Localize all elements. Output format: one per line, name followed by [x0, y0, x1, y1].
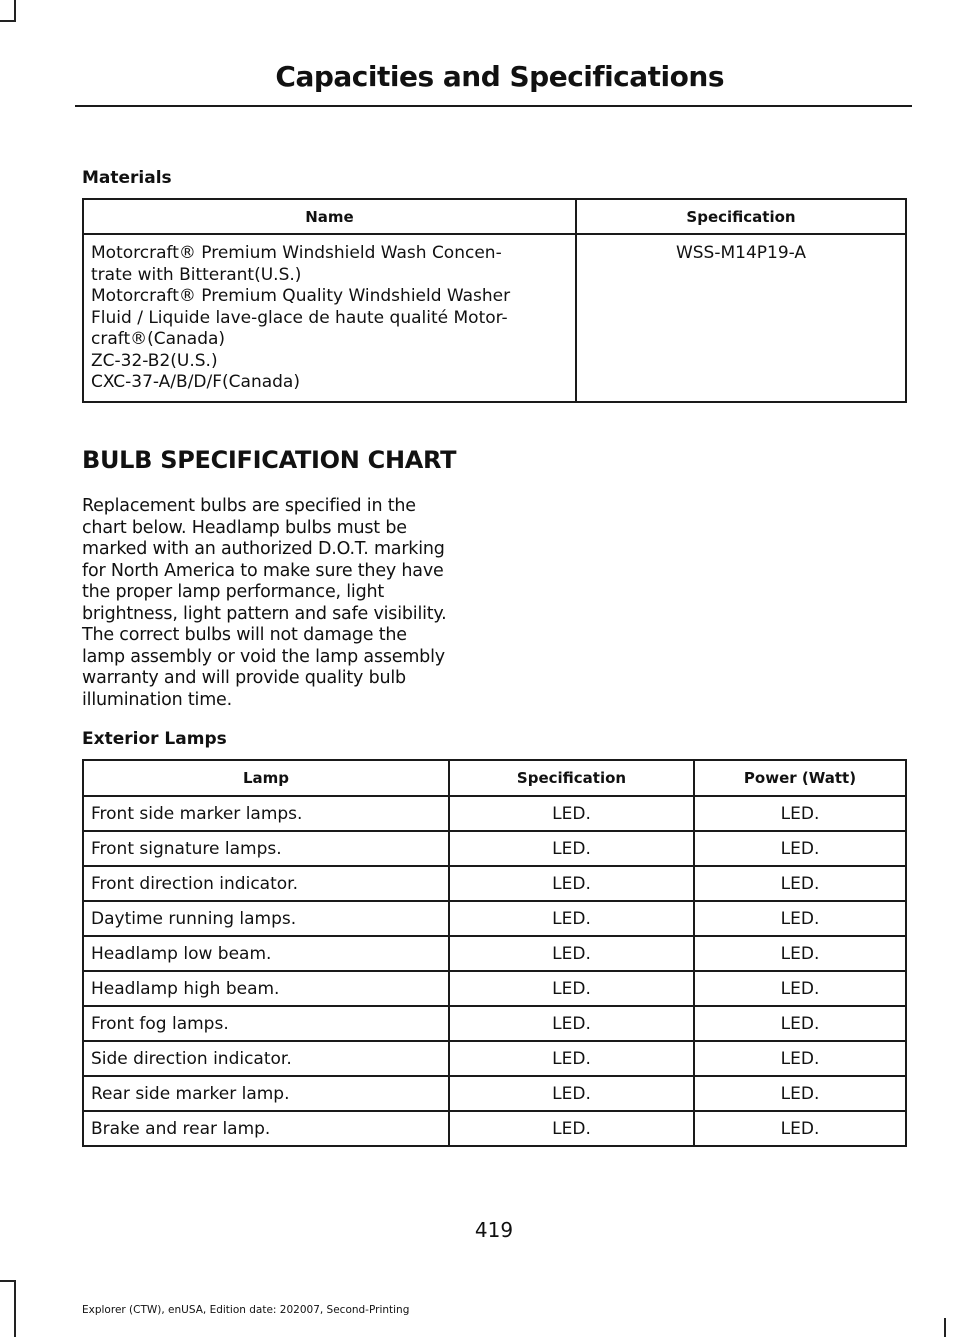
paragraph-line: lamp assembly or void the lamp assembly: [82, 646, 445, 667]
lamp-name-cell: Front direction indicator.: [83, 866, 449, 901]
material-spec-cell: WSS-M14P19-A: [576, 234, 906, 402]
crop-mark: [14, 0, 16, 22]
lamp-power-cell: LED.: [694, 1041, 906, 1076]
column-header-name: Name: [83, 199, 576, 234]
paragraph-line: Replacement bulbs are specified in the: [82, 496, 416, 516]
lamp-spec-cell: LED.: [449, 796, 694, 831]
paragraph-line: brightness, light pattern and safe visibility.: [82, 603, 447, 624]
lamp-name-cell: Side direction indicator.: [83, 1041, 449, 1076]
exterior-lamps-table: [82, 759, 907, 1147]
lamp-power-cell: LED.: [694, 1076, 906, 1111]
lamp-spec-cell: LED.: [449, 866, 694, 901]
lamp-spec-cell: LED.: [449, 936, 694, 971]
material-name-line: trate with Bitterant(U.S.): [91, 264, 302, 285]
crop-mark: [944, 1318, 946, 1337]
table-row: [83, 936, 906, 971]
material-name-cell: [83, 234, 576, 402]
crop-mark: [0, 20, 16, 22]
materials-table: [82, 198, 907, 403]
column-header-specification: Specification: [449, 760, 694, 796]
lamp-power-cell: LED.: [694, 796, 906, 831]
material-name-line: Motorcraft® Premium Windshield Wash Concen-: [91, 243, 502, 263]
table-row: [83, 234, 906, 402]
table-header-row: [83, 760, 906, 796]
lamp-power-cell: LED.: [694, 1006, 906, 1041]
lamp-name-cell: Daytime running lamps.: [83, 901, 449, 936]
footer-edition: Explorer (CTW), enUSA, Edition date: 202007, Second-Printing: [82, 1304, 410, 1316]
paragraph-line: for North America to make sure they have: [82, 560, 444, 581]
crop-mark: [14, 1280, 16, 1337]
table-header-row: [83, 199, 906, 234]
table-row: [83, 796, 906, 831]
crop-mark: [0, 1280, 16, 1282]
bulb-chart-paragraph: [82, 496, 482, 711]
page-number: 419: [474, 1218, 514, 1242]
lamp-name-cell: Front fog lamps.: [83, 1006, 449, 1041]
lamp-name-cell: Brake and rear lamp.: [83, 1111, 449, 1146]
lamp-spec-cell: LED.: [449, 1006, 694, 1041]
page-title: Capacities and Specifications: [275, 60, 724, 93]
paragraph-line: warranty and will provide quality bulb: [82, 668, 406, 688]
lamp-spec-cell: LED.: [449, 831, 694, 866]
lamp-name-cell: Headlamp low beam.: [83, 936, 449, 971]
material-name-line: Motorcraft® Premium Quality Windshield Washer: [91, 286, 511, 306]
material-name-line: ZC-32-B2(U.S.): [91, 350, 218, 371]
table-row: [83, 971, 906, 1006]
table-row: [83, 1076, 906, 1111]
materials-label: Materials: [82, 168, 172, 188]
lamp-name-cell: Headlamp high beam.: [83, 971, 449, 1006]
bulb-chart-heading: BULB SPECIFICATION CHART: [82, 446, 457, 474]
exterior-lamps-label: Exterior Lamps: [82, 729, 227, 749]
lamp-rows: [83, 796, 906, 1146]
paragraph-line: marked with an authorized D.O.T. marking: [82, 539, 445, 559]
lamp-spec-cell: LED.: [449, 901, 694, 936]
table-row: [83, 1006, 906, 1041]
lamp-name-cell: Rear side marker lamp.: [83, 1076, 449, 1111]
lamp-name-cell: Front signature lamps.: [83, 831, 449, 866]
table-row: [83, 866, 906, 901]
lamp-power-cell: LED.: [694, 936, 906, 971]
lamp-spec-cell: LED.: [449, 971, 694, 1006]
lamp-power-cell: LED.: [694, 866, 906, 901]
header-divider: [75, 105, 912, 107]
paragraph-line: chart below. Headlamp bulbs must be: [82, 517, 407, 538]
table-row: [83, 901, 906, 936]
table-row: [83, 831, 906, 866]
table-row: [83, 1041, 906, 1076]
lamp-spec-cell: LED.: [449, 1041, 694, 1076]
column-header-specification: Specification: [576, 199, 906, 234]
table-row: [83, 1111, 906, 1146]
lamp-power-cell: LED.: [694, 831, 906, 866]
lamp-power-cell: LED.: [694, 971, 906, 1006]
paragraph-line: illumination time.: [82, 689, 232, 710]
lamp-spec-cell: LED.: [449, 1111, 694, 1146]
lamp-power-cell: LED.: [694, 1111, 906, 1146]
column-header-lamp: Lamp: [83, 760, 449, 796]
lamp-name-cell: Front side marker lamps.: [83, 796, 449, 831]
lamp-power-cell: LED.: [694, 901, 906, 936]
paragraph-line: the proper lamp performance, light: [82, 582, 385, 602]
material-name-line: Fluid / Liquide lave-glace de haute qualité Motor-: [91, 307, 508, 328]
material-name-line: craft®(Canada): [91, 329, 226, 349]
material-name-line: CXC-37-A/B/D/F(Canada): [91, 372, 300, 392]
lamp-spec-cell: LED.: [449, 1076, 694, 1111]
paragraph-line: The correct bulbs will not damage the: [82, 625, 407, 645]
column-header-power: Power (Watt): [694, 760, 906, 796]
